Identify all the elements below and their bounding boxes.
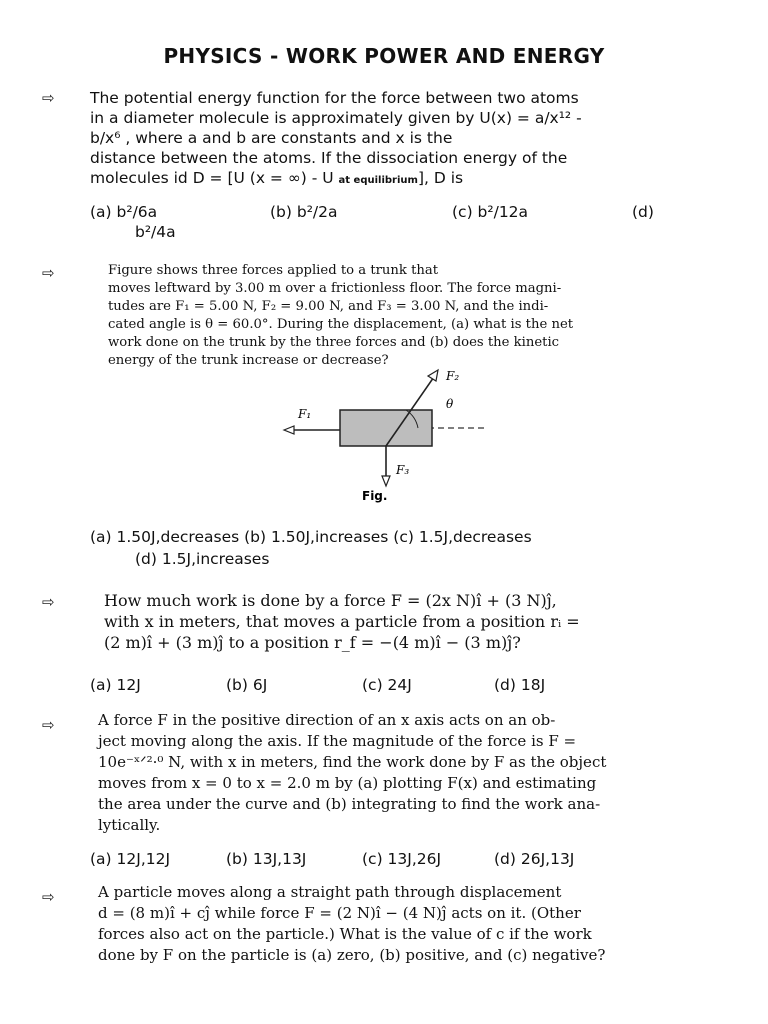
option-a[interactable]: (a) 12J,12J (90, 850, 171, 868)
q1-line: b/x⁶ , where a and b are constants and x is the (90, 129, 453, 147)
q1-text: ], D is (417, 169, 464, 187)
q2-options (90, 526, 532, 570)
q4-line: moves from x = 0 to x = 2.0 m by (a) plotting F(x) and estimating (98, 774, 597, 792)
option-c[interactable]: (c) 13J,26J (362, 850, 442, 868)
q1-line: The potential energy function for the force between two atoms (90, 89, 579, 107)
q2-line: tudes are F₁ = 5.00 N, F₂ = 9.00 N, and F₃ = 3.00 N, and the indi- (108, 299, 549, 314)
bullet-arrow-icon: ⇨ (42, 264, 55, 282)
option-a[interactable]: (a) 12J (90, 676, 141, 694)
q2-line: Figure shows three forces applied to a trunk that (108, 263, 439, 278)
q4-line: 10e⁻ˣᐟ²·⁰ N, with x in meters, find the work done by F as the object (98, 753, 607, 771)
question-2 (108, 262, 660, 370)
q2-line: moves leftward by 3.00 m over a frictionless floor. The force magni- (108, 281, 562, 296)
q4-line: the area under the curve and (b) integrating to find the work ana- (98, 795, 601, 813)
q3-line: with x in meters, that moves a particle from a position rᵢ = (104, 612, 580, 631)
bullet-arrow-icon: ⇨ (42, 888, 55, 906)
q1-text: molecules id D = [U (x = ∞) - U (90, 169, 339, 187)
option-c[interactable]: (c) b²/12a (452, 203, 529, 221)
q4-line: ject moving along the axis. If the magnitude of the force is F = (98, 732, 577, 750)
q5-line: done by F on the particle is (a) zero, (b) positive, and (c) negative? (98, 946, 606, 964)
option-d[interactable]: (d) (632, 203, 654, 221)
option-d[interactable]: (d) 26J,13J (494, 850, 575, 868)
option-b[interactable]: (b) 6J (226, 676, 268, 694)
option-c[interactable]: (c) 24J (362, 676, 412, 694)
q2-options-line[interactable]: (a) 1.50J,decreases (b) 1.50J,increases (c) 1.5J,decreases (90, 528, 532, 546)
q2-line: work done on the trunk by the three forces and (b) does the kinetic (108, 335, 560, 350)
trunk-force-figure (278, 362, 498, 512)
q2-line: energy of the trunk increase or decrease? (108, 353, 389, 368)
option-d[interactable]: (d) 18J (494, 676, 546, 694)
bullet-arrow-icon: ⇨ (42, 593, 55, 611)
q5-line: d = (8 m)î + cĵ while force F = (2 N)î − (4 N)ĵ acts on it. (Other (98, 904, 581, 922)
bullet-arrow-icon: ⇨ (42, 716, 55, 734)
option-b[interactable]: (b) b²/2a (270, 203, 338, 221)
bullet-arrow-icon: ⇨ (42, 89, 55, 107)
q2-line: cated angle is θ = 60.0°. During the displacement, (a) what is the net (108, 317, 574, 332)
question-3 (104, 590, 674, 653)
f1-arrowhead-icon (284, 426, 294, 434)
trunk-box (340, 410, 432, 446)
f3-arrowhead-icon (382, 476, 390, 486)
q5-line: forces also act on the particle.) What is the value of c if the work (98, 925, 592, 943)
option-b[interactable]: (b) 13J,13J (226, 850, 307, 868)
f2-label: F₂ (446, 369, 460, 383)
option-a[interactable]: (a) b²/6a (90, 203, 158, 221)
f2-arrowhead-icon (428, 370, 438, 381)
q1-line: distance between the atoms. If the dissociation energy of the (90, 149, 568, 167)
q1-line (90, 168, 678, 191)
q1-subscript: at equilibrium (338, 175, 418, 186)
q1-line: in a diameter molecule is approximately given by U(x) = a/x¹² - (90, 109, 582, 127)
q4-line: A force F in the positive direction of an x axis acts on an ob- (98, 711, 556, 729)
page-title: PHYSICS - WORK POWER AND ENERGY (163, 44, 605, 68)
option-d-value[interactable]: b²/4a (135, 223, 176, 241)
figure-caption: Fig. (362, 489, 388, 503)
q3-line: How much work is done by a force F = (2x N)î + (3 N)ĵ, (104, 591, 557, 610)
q3-line: (2 m)î + (3 m)ĵ to a position r_f = −(4 m)î − (3 m)ĵ? (104, 633, 521, 652)
f3-label: F₃ (396, 463, 410, 477)
question-5 (98, 882, 666, 966)
q5-line: A particle moves along a straight path through displacement (98, 883, 562, 901)
question-4 (98, 710, 666, 836)
question-1 (90, 88, 678, 191)
theta-label: θ (446, 397, 454, 411)
q4-line: lytically. (98, 816, 161, 834)
f1-label: F₁ (298, 407, 312, 421)
q2-options-line[interactable]: (d) 1.5J,increases (135, 550, 270, 568)
